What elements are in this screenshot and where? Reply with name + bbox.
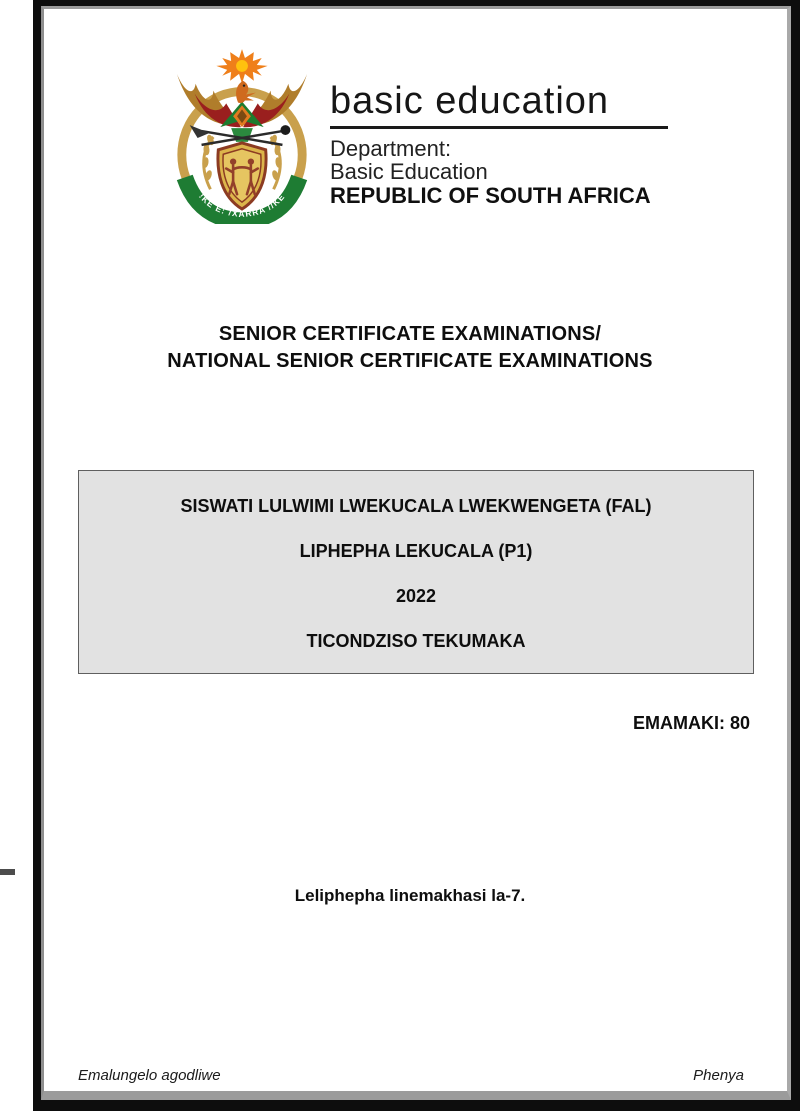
department-label: Department:	[330, 136, 452, 161]
scan-border-right	[791, 0, 800, 1111]
paper-type: TICONDZISO TEKUMAKA	[306, 631, 526, 651]
copyright-note: Emalungelo agodliwe	[78, 1067, 221, 1084]
dbe-masthead	[330, 82, 668, 208]
scan-border-left	[33, 0, 41, 1111]
pages-note: Leliphepha linemakhasi la-7.	[294, 886, 526, 905]
turn-over-note: Phenya	[693, 1067, 744, 1084]
exam-title-line1: SENIOR CERTIFICATE EXAMINATIONS/	[218, 323, 602, 345]
coat-shield	[218, 143, 266, 209]
subject-name: SISWATI LULWIMI LWEKUCALA LWEKWENGETA (FAL)	[180, 496, 652, 516]
coat-of-arms-logo	[168, 46, 316, 224]
scan-border-bottom	[33, 1100, 800, 1111]
paper-number: LIPHEPHA LEKUCALA (P1)	[299, 541, 533, 561]
coat-sunburst-icon	[216, 49, 267, 84]
exam-title	[20, 321, 800, 375]
total-marks: EMAMAKI: 80	[632, 713, 750, 733]
wordmark-underline	[330, 126, 668, 129]
country-name: REPUBLIC OF SOUTH AFRICA	[330, 183, 651, 208]
wordmark: basic education	[330, 80, 610, 122]
page-footer	[78, 1067, 744, 1084]
registration-tick-mark	[0, 869, 15, 875]
exam-title-line2: NATIONAL SENIOR CERTIFICATE EXAMINATIONS	[167, 350, 653, 372]
department-name: Basic Education	[330, 159, 488, 184]
exam-year: 2022	[395, 586, 437, 606]
coat-motto-text: !KE E: /XARRA //KE	[197, 191, 287, 220]
paper-info-box	[78, 470, 754, 674]
